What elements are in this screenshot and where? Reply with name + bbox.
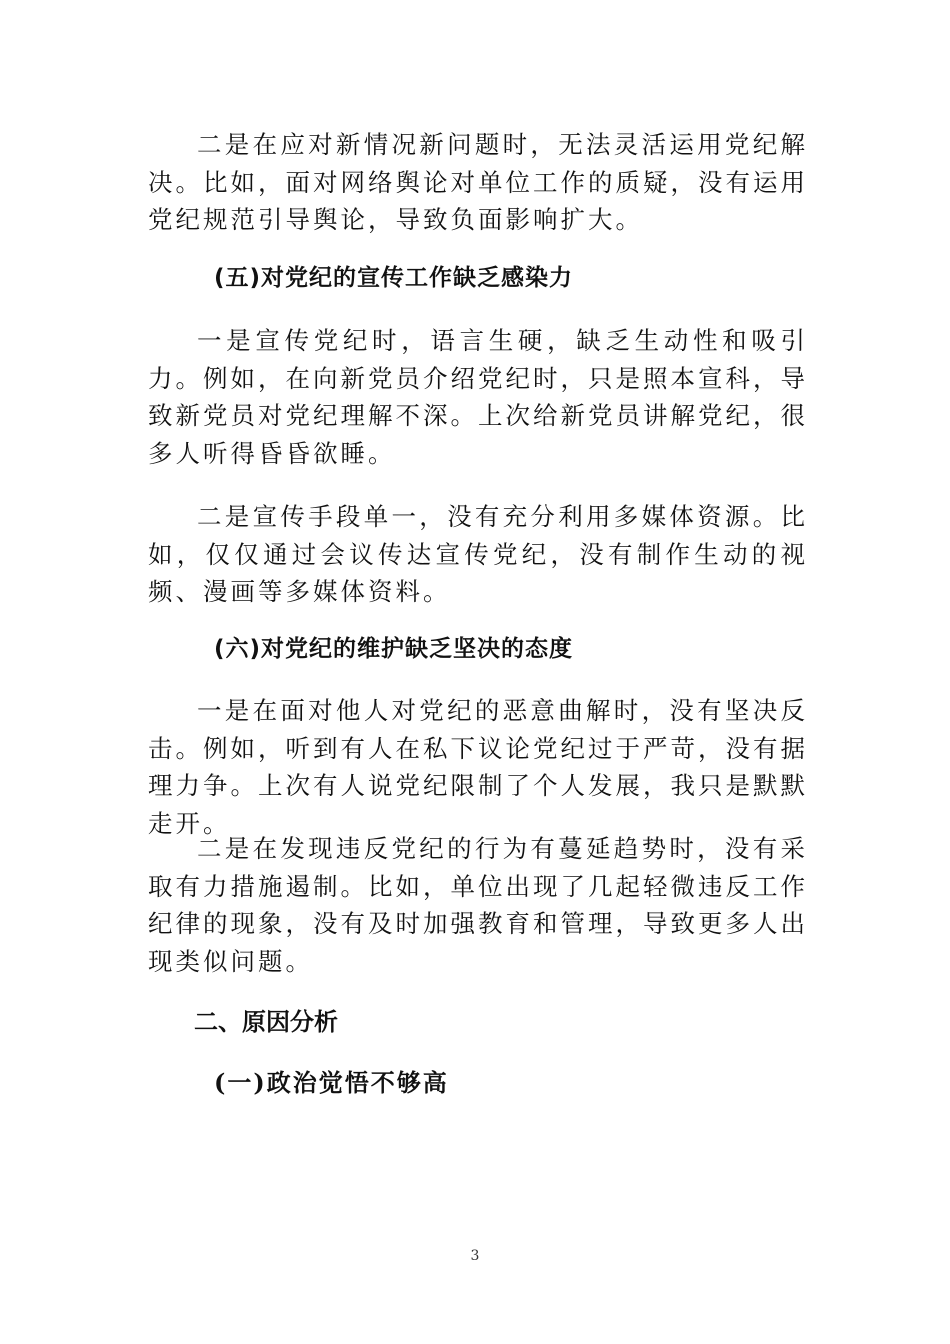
paragraph-maintenance-distortion: 一是在面对他人对党纪的恶意曲解时，没有坚决反击。例如，听到有人在私下议论党纪过于严苛，没有据理力争。上次有人说党纪限制了个人发展，我只是默默走开。 — [148, 696, 808, 838]
subheading-political-awareness: (一)政治觉悟不够高 — [214, 1068, 449, 1097]
paragraph-maintenance-spread: 二是在发现违反党纪的行为有蔓延趋势时，没有采取有力措施遏制。比如，单位出现了几起轻微违反工作纪律的现象，没有及时加强教育和管理，导致更多人出现类似问题。 — [148, 834, 808, 976]
paragraph-response-new-situations: 二是在应对新情况新问题时，无法灵活运用党纪解决。比如，面对网络舆论对单位工作的质疑，没有运用党纪规范引导舆论，导致负面影响扩大。 — [148, 130, 808, 234]
section-heading-cause-analysis: 二、原因分析 — [194, 1008, 338, 1036]
paragraph-publicity-means: 二是宣传手段单一，没有充分利用多媒体资源。比如，仅仅通过会议传达宣传党纪，没有制作生动的视频、漫画等多媒体资料。 — [148, 502, 808, 606]
subheading-five-publicity: (五)对党纪的宣传工作缺乏感染力 — [214, 265, 574, 291]
subheading-six-maintenance: (六)对党纪的维护缺乏坚决的态度 — [214, 636, 574, 662]
paragraph-publicity-language: 一是宣传党纪时，语言生硬，缺乏生动性和吸引力。例如，在向新党员介绍党纪时，只是照本宣科，导致新党员对党纪理解不深。上次给新党员讲解党纪，很多人听得昏昏欲睡。 — [148, 326, 808, 468]
page-number: 3 — [470, 1248, 480, 1264]
